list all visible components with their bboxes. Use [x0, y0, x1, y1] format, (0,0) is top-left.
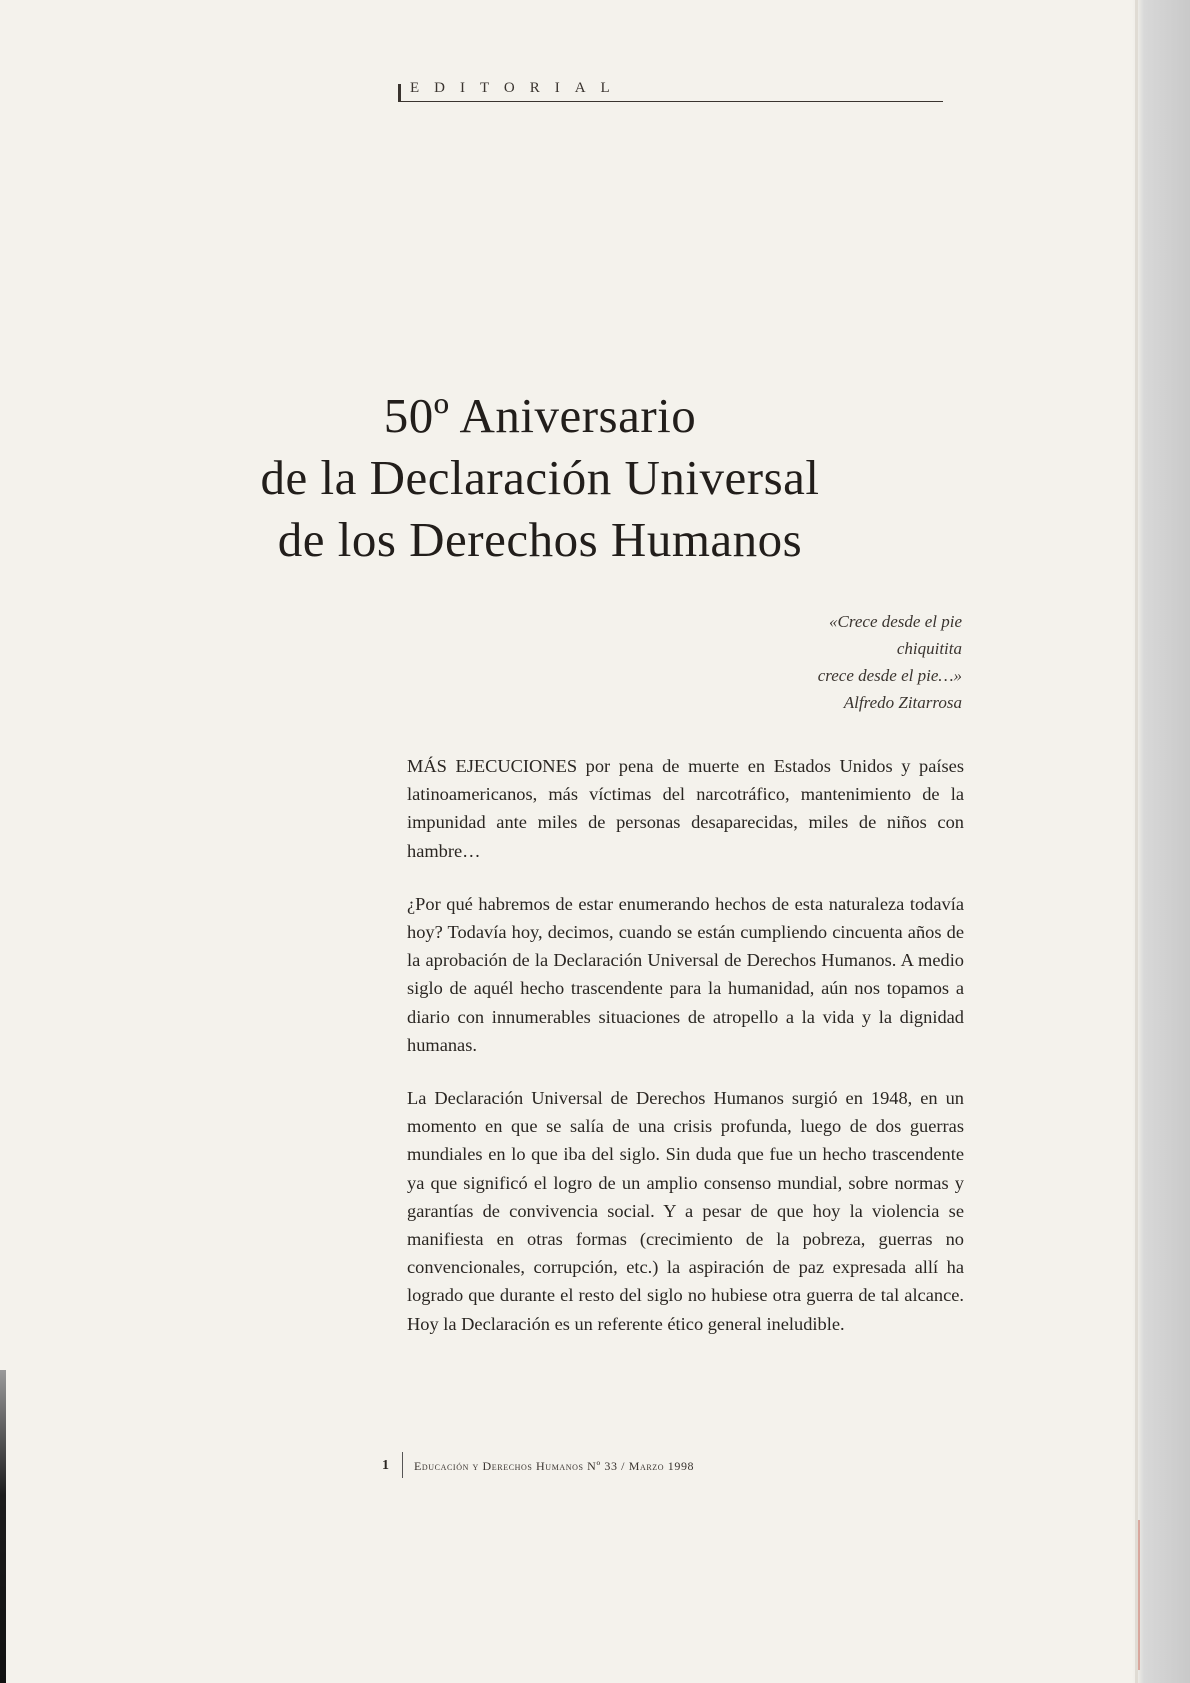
paragraph: ¿Por qué habremos de estar enumerando hechos de esta naturaleza todavía hoy? Todavía hoy, decimos, cuando se están cumpliendo cincuenta años de la aprobación de la Declaración Universal de Derechos Humanos. A medio siglo de aquél hecho trascendente para la humanidad, aún nos topamos a diario con innumerables situaciones de atropello a la vida y la dignidad humanas. — [407, 893, 964, 1055]
epigraph-line: «Crece desde el pie — [829, 612, 962, 631]
paragraph: La Declaración Universal de Derechos Humanos surgió en 1948, en un momento en que se salía de una crisis profunda, luego de dos guerras mundiales en lo que iba del siglo. Sin duda que fue un hecho trascendente ya que significó el logro de un amplio consenso mundial, sobre normas y garantías de convivencia social. Y a pesar de que hoy la violencia se manifiesta en otras formas (crecimiento de la pobreza, guerras no convencionales, corrupción, etc.) la aspiración de paz expresada allí ha logrado que durante el resto del siglo no hubiese otra guerra de tal alcance. Hoy la Declaración es un referente ético general ineludible. — [407, 1088, 964, 1334]
article-body — [407, 752, 964, 1363]
epigraph-author: Alfredo Zitarrosa — [843, 693, 962, 712]
paragraph: MÁS EJECUCIONES por pena de muerte en Estados Unidos y países latinoamericanos, más víctimas del narcotráfico, mantenimiento de la impunidad ante miles de personas desaparecidas, miles de niños con hambre… — [407, 756, 964, 861]
title-line-2: de la Declaración Universal — [260, 450, 820, 505]
page-footer — [382, 1452, 982, 1482]
title-line-1: 50º Aniversario — [383, 388, 697, 443]
epigraph-line: crece desde el pie…» — [817, 666, 962, 685]
page-number: 1 — [382, 1458, 389, 1473]
footer-divider — [402, 1452, 403, 1478]
epigraph-line: chiquitita — [896, 639, 962, 658]
scan-edge-mark — [1138, 1520, 1140, 1670]
section-label: EDITORIAL — [410, 80, 625, 96]
title-line-3: de los Derechos Humanos — [277, 512, 803, 567]
scan-edge-left — [0, 1370, 6, 1683]
publication-info: Educación y Derechos Humanos Nº 33 / Marzo 1998 — [414, 1459, 695, 1473]
header-bar — [398, 84, 401, 102]
page-title — [160, 385, 920, 571]
section-header — [398, 80, 943, 102]
epigraph — [818, 608, 962, 716]
header-rule — [398, 101, 943, 102]
scan-edge-strip — [1135, 0, 1138, 1683]
scan-edge-right — [1132, 0, 1190, 1683]
